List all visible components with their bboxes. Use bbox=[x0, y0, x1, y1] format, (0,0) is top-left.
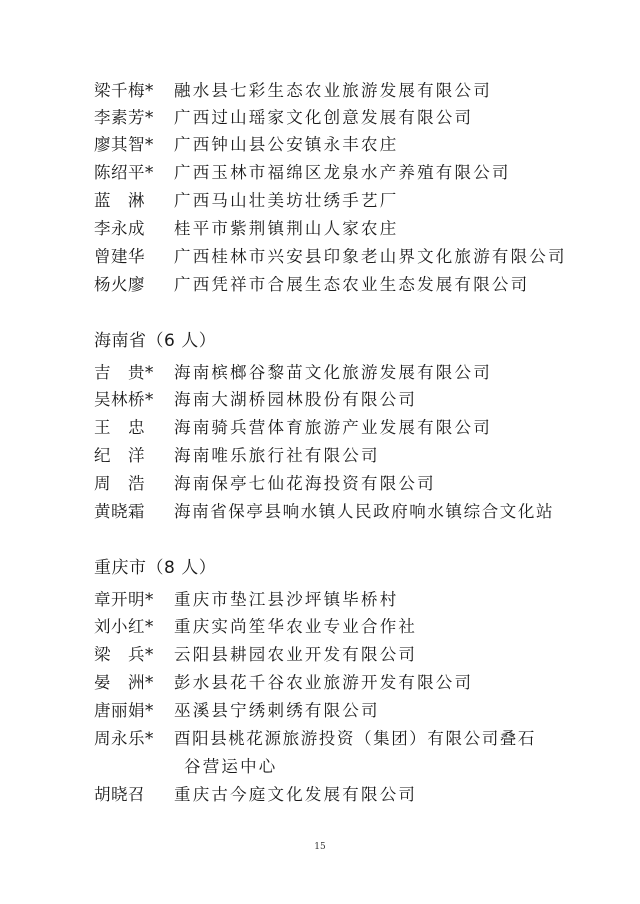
person-name: 梁千梅* bbox=[94, 81, 154, 100]
section-heading-hainan: 海南省（6 人） bbox=[94, 331, 217, 351]
person-name: 唐丽娟* bbox=[94, 701, 154, 720]
person-name: 李素芳* bbox=[94, 108, 154, 127]
person-name: 晏 洲* bbox=[94, 673, 154, 692]
person-name: 杨火廖 bbox=[94, 275, 145, 294]
organization-name: 重庆实尚笙华农业专业合作社 bbox=[174, 617, 418, 636]
person-name: 吴林桥* bbox=[94, 390, 154, 409]
person-name: 王 忠 bbox=[94, 418, 145, 437]
person-name: 陈绍平* bbox=[94, 163, 154, 182]
organization-name: 广西桂林市兴安县印象老山界文化旅游有限公司 bbox=[174, 247, 567, 266]
organization-name: 海南省保亭县响水镇人民政府响水镇综合文化站 bbox=[174, 502, 555, 521]
person-name: 章开明* bbox=[94, 590, 154, 609]
page-number: 15 bbox=[314, 842, 326, 852]
person-name: 李永成 bbox=[94, 219, 145, 238]
organization-name: 海南槟榔谷黎苗文化旅游发展有限公司 bbox=[174, 363, 492, 382]
organization-name: 重庆市垫江县沙坪镇毕桥村 bbox=[174, 590, 399, 609]
organization-name: 巫溪县宁绣刺绣有限公司 bbox=[174, 701, 380, 720]
person-name: 蓝 淋 bbox=[94, 191, 145, 210]
person-name: 黄晓霜 bbox=[94, 502, 145, 521]
organization-name: 海南大湖桥园林股份有限公司 bbox=[174, 390, 418, 409]
organization-name: 重庆古今庭文化发展有限公司 bbox=[174, 785, 418, 804]
organization-name: 海南保亭七仙花海投资有限公司 bbox=[174, 474, 436, 493]
organization-name: 酉阳县桃花源旅游投资（集团）有限公司叠石 bbox=[174, 729, 536, 748]
section-heading-chongqing: 重庆市（8 人） bbox=[94, 558, 217, 578]
organization-name: 广西玉林市福绵区龙泉水产养殖有限公司 bbox=[174, 163, 511, 182]
person-name: 曾建华 bbox=[94, 247, 145, 266]
organization-name: 桂平市紫荆镇荆山人家农庄 bbox=[174, 219, 399, 238]
person-name: 梁 兵* bbox=[94, 645, 154, 664]
person-name: 胡晓召 bbox=[94, 785, 145, 804]
organization-name: 广西钟山县公安镇永丰农庄 bbox=[174, 135, 399, 154]
organization-name: 融水县七彩生态农业旅游发展有限公司 bbox=[174, 81, 492, 100]
person-name: 纪 洋 bbox=[94, 446, 145, 465]
organization-name: 海南唯乐旅行社有限公司 bbox=[174, 446, 380, 465]
organization-name: 广西凭祥市合展生态农业生态发展有限公司 bbox=[174, 275, 530, 294]
person-name: 周 浩 bbox=[94, 474, 145, 493]
organization-name: 海南骑兵营体育旅游产业发展有限公司 bbox=[174, 418, 492, 437]
person-name: 周永乐* bbox=[94, 729, 154, 748]
organization-name: 云阳县耕园农业开发有限公司 bbox=[174, 645, 418, 664]
person-name: 吉 贵* bbox=[94, 363, 154, 382]
organization-name: 彭水县花千谷农业旅游开发有限公司 bbox=[174, 673, 474, 692]
person-name: 刘小红* bbox=[94, 617, 154, 636]
organization-name-continued: 谷营运中心 bbox=[184, 757, 278, 776]
person-name: 廖其智* bbox=[94, 135, 154, 154]
organization-name: 广西马山壮美坊壮绣手艺厂 bbox=[174, 191, 399, 210]
organization-name: 广西过山瑶家文化创意发展有限公司 bbox=[174, 108, 474, 127]
